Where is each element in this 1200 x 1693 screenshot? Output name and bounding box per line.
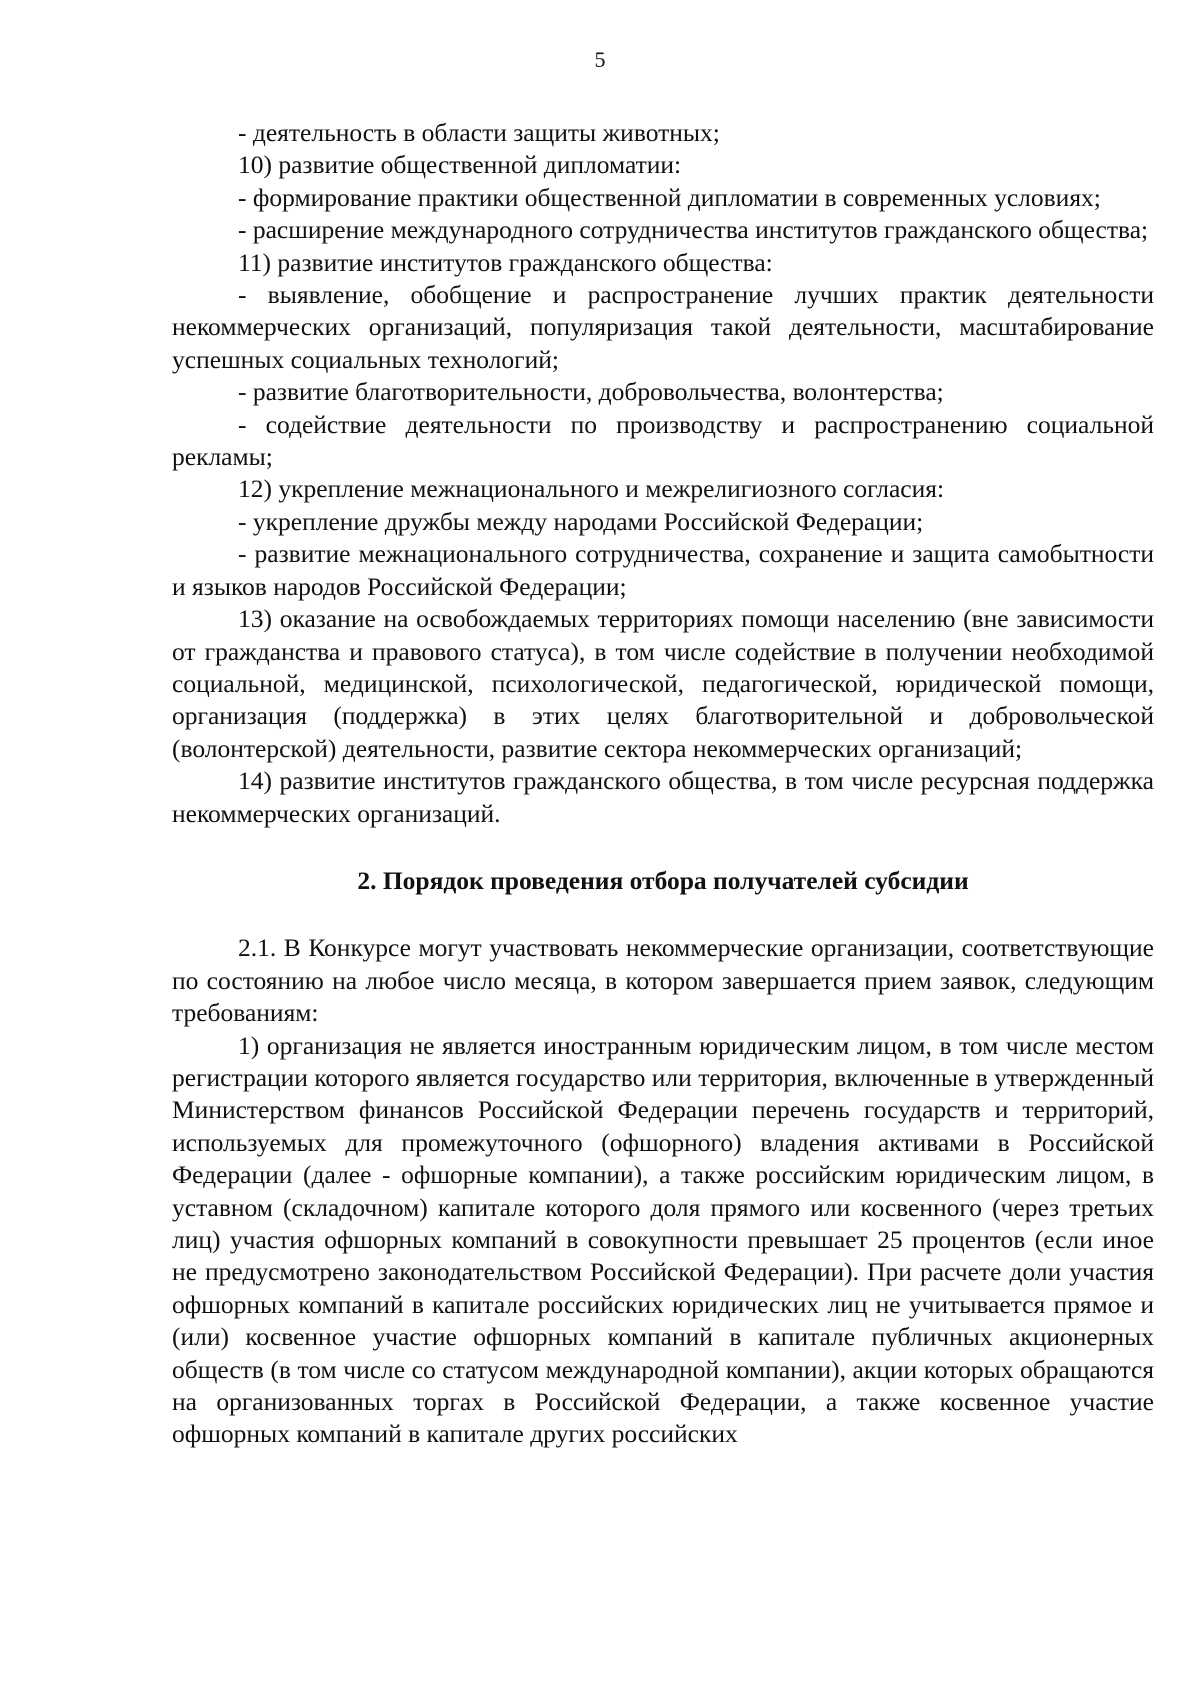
- paragraph-social-advertising: - содействие деятельности по производству и распространению социальной рекламы;: [172, 409, 1154, 472]
- paragraph-2-1: 2.1. В Конкурсе могут участвовать некоммерческие организации, соответствующие по состоянию на любое число месяца, в котором завершается прием заявок, следующим требованиям:: [172, 933, 1154, 1028]
- paragraph-item-11: 11) развитие институтов гражданского общества:: [238, 247, 773, 277]
- paragraph-item-13: 13) оказание на освобождаемых территориях помощи населению (вне зависимости от гражданства и правового статуса), в том числе содействие в получении необходимой социальной, медицинской, психологической, педагогической, юридической помощи, организация (поддержка) в этих целях благотворительной и добровольческой (волонтерской) деятельности, развитие сектора некоммерческих организаций;: [172, 604, 1154, 763]
- section-heading: 2. Порядок проведения отбора получателей субсидии: [357, 865, 969, 895]
- document-body: [172, 117, 1154, 1451]
- paragraph-interethnic-cooperation: - развитие межнационального сотрудничества, сохранение и защита самобытности и языков народов Российской Федерации;: [172, 539, 1154, 601]
- page-number: 5: [594, 47, 606, 72]
- paragraph-item-12: 12) укрепление межнационального и межрелигиозного согласия:: [238, 474, 945, 504]
- paragraph-diplomacy-practice: - формирование практики общественной дипломатии в современных условиях;: [238, 182, 1101, 212]
- paragraph-friendship: - укрепление дружбы между народами Российской Федерации;: [238, 506, 924, 536]
- paragraph-international-cooperation: - расширение международного сотрудничества институтов гражданского общества;: [238, 215, 1149, 245]
- paragraph-requirement-1: 1) организация не является иностранным юридическим лицом, в том числе местом регистрации которого является государство или территория, включенные в утвержденный Министерством финансов Российской Федерации перечень государств и территорий, используемых для промежуточного (офшорного) владения активами в Российской Федерации (далее - офшорные компании), а также российским юридическим лицом, в уставном (складочном) капитале которого доля прямого или косвенного (через третьих лиц) участия офшорных компаний в совокупности превышает 25 процентов (если иное не предусмотрено законодательством Российской Федерации). При расчете доли участия офшорных компаний в капитале российских юридических лиц не учитывается прямое и (или) косвенное участие офшорных компаний в капитале публичных акционерных обществ (в том числе со статусом международной компании), акции которых обращаются на организованных торгах в Российской Федерации, а также косвенное участие офшорных компаний в капитале других российских: [172, 1030, 1154, 1449]
- paragraph-charity: - развитие благотворительности, добровольчества, волонтерства;: [238, 377, 944, 407]
- paragraph-item-10: 10) развитие общественной дипломатии:: [238, 150, 682, 180]
- paragraph-item-14: 14) развитие институтов гражданского общества, в том числе ресурсная поддержка некоммерческих организаций.: [172, 766, 1154, 828]
- paragraph-best-practices: - выявление, обобщение и распространение лучших практик деятельности некоммерческих организаций, популяризация такой деятельности, масштабирование успешных социальных технологий;: [172, 280, 1154, 374]
- paragraph-animal-protection: - деятельность в области защиты животных;: [238, 118, 720, 147]
